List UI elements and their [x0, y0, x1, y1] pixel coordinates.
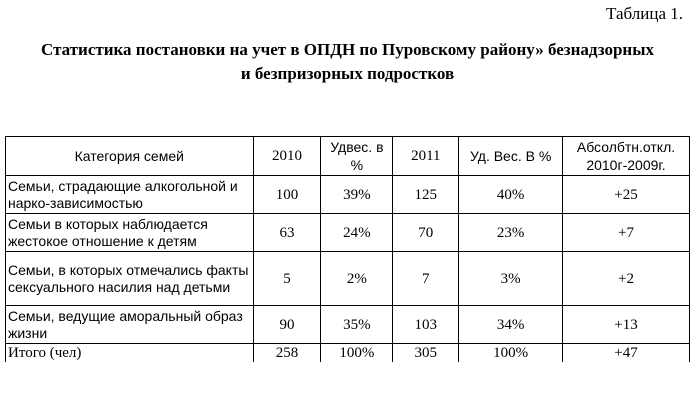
row-2010: 100: [253, 176, 321, 214]
table-row: [6, 176, 690, 214]
title-line-2: и безпризорных подростков: [240, 64, 455, 83]
row-share-2010: 35%: [321, 306, 393, 344]
row-absolute-change: +2: [563, 252, 690, 306]
header-2010: 2010: [253, 137, 321, 176]
table-number-label: Таблица 1.: [606, 4, 683, 23]
row-2011: 70: [393, 214, 459, 252]
statistics-table: [5, 136, 690, 362]
row-category: Семьи, в которых отмечались факты сексуального насилия над детьми: [6, 252, 254, 306]
total-2011: 305: [393, 344, 459, 363]
row-share-2010: 39%: [321, 176, 393, 214]
row-share-2011: 23%: [459, 214, 563, 252]
row-share-2011: 40%: [459, 176, 563, 214]
row-category: Семьи, ведущие аморальный образ жизни: [6, 306, 254, 344]
row-2010: 90: [253, 306, 321, 344]
row-share-2011: 3%: [459, 252, 563, 306]
total-category: Итого (чел): [6, 344, 254, 363]
table-total-row: [6, 344, 690, 363]
row-2010: 63: [253, 214, 321, 252]
title-line-1: Статистика постановки на учет в ОПДН по Пуровскому району» безнадзорных: [41, 40, 654, 59]
total-2010: 258: [253, 344, 321, 363]
row-share-2010: 2%: [321, 252, 393, 306]
table-row: [6, 306, 690, 344]
header-share-2010: Удвес. в %: [321, 137, 393, 176]
total-share-2010: 100%: [321, 344, 393, 363]
row-2010: 5: [253, 252, 321, 306]
row-category: Семьи, страдающие алкогольной и нарко-зависимостью: [6, 176, 254, 214]
row-category: Семьи в которых наблюдается жестокое отношение к детям: [6, 214, 254, 252]
table-row: [6, 214, 690, 252]
table-row: [6, 252, 690, 306]
row-2011: 7: [393, 252, 459, 306]
header-absolute-change: Абсолбтн.откл. 2010г-2009г.: [563, 137, 690, 176]
document-title: [0, 38, 695, 86]
row-share-2011: 34%: [459, 306, 563, 344]
row-2011: 125: [393, 176, 459, 214]
total-share-2011: 100%: [459, 344, 563, 363]
header-2011: 2011: [393, 137, 459, 176]
header-share-2011: Уд. Вес. В %: [459, 137, 563, 176]
row-share-2010: 24%: [321, 214, 393, 252]
row-absolute-change: +25: [563, 176, 690, 214]
total-absolute-change: +47: [563, 344, 690, 363]
row-absolute-change: +13: [563, 306, 690, 344]
row-2011: 103: [393, 306, 459, 344]
header-category: Категория семей: [6, 137, 254, 176]
table-header-row: [6, 137, 690, 176]
row-absolute-change: +7: [563, 214, 690, 252]
